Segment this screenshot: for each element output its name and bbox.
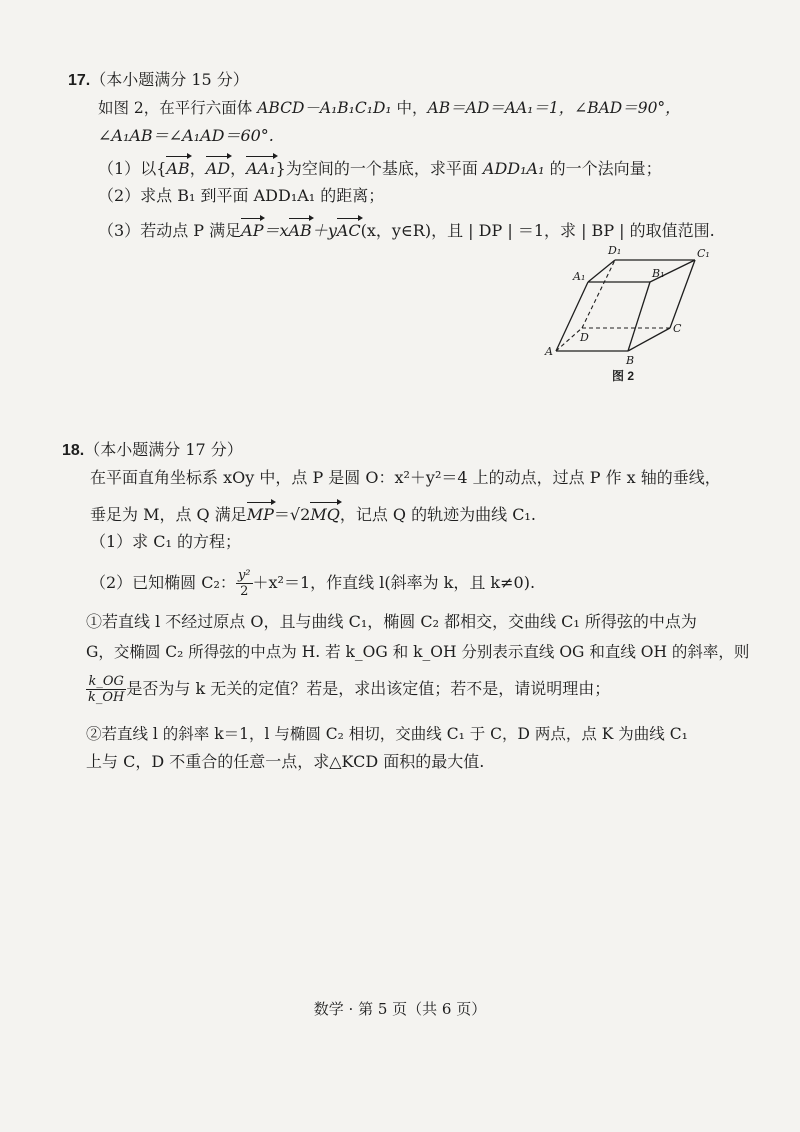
vector-ac: AC [337,216,361,241]
vector-mq: MQ [310,500,340,525]
q18-stem-line2: 垂足为 M，点 Q 满足MP＝√2MQ，记点 Q 的轨迹为曲线 C₁. [90,500,536,525]
label-d: D [580,331,589,344]
label-b1: B₁ [652,267,665,280]
q18-sub1-line1: ①若直线 l 不经过原点 O，且与曲线 C₁，椭圆 C₂ 都相交，交曲线 C₁ 所得弦的中点为 [86,612,697,631]
q17-part2: （2）求点 B₁ 到平面 ADD₁A₁ 的距离； [98,186,385,205]
q18-sub2-line2: 上与 C，D 不重合的任意一点，求△KCD 面积的最大值. [86,752,485,771]
fraction-kog-over-koh: $\frac{k\_OG}{k\_OH}$ [88,674,125,705]
q18-stem-line1: 在平面直角坐标系 xOy 中，点 P 是圆 O：x²＋y²＝4 上的动点，过点 P 作 x 轴的垂线， [90,468,721,487]
vector-aa1: AA₁ [246,154,276,179]
q18-part2: （2）已知椭圆 C₂： $\frac{\text{y²}}{2}$ ＋x²＝1，作直线 l(斜率为 k，且 k≠0). [90,568,536,599]
figure-caption: 图 2 [612,369,635,383]
vector-ab: AB [166,154,189,179]
label-a1: A₁ [573,270,586,283]
vector-ad: AD [206,154,230,179]
vector-ap: AP [241,216,263,241]
q17-score: （本小题满分 15 分） [90,70,249,89]
q18-sub1-line2: G，交椭圆 C₂ 所得弦的中点为 H. 若 k_OG 和 k_OH 分别表示直线 OG 和直线 OH 的斜率，则 [86,643,750,661]
q18-number: 18. [62,442,85,459]
q17-number: 17. [68,72,91,89]
q18-part1: （1）求 C₁ 的方程； [90,532,242,551]
label-c: C [673,322,682,335]
q17-stem-line1: 如图 2，在平行六面体 ABCD－A₁B₁C₁D₁ 中，AB＝AD＝AA₁＝1，∠BAD＝90°， [98,99,681,117]
vector-ab: AB [289,216,312,241]
label-c1: C₁ [697,247,710,260]
q17-stem-line2: ∠A₁AB＝∠A₁AD＝60°. [98,126,274,145]
vector-mp: MP [247,500,274,525]
q18-score: （本小题满分 17 分） [84,440,243,459]
q17-header [68,70,249,91]
page-footer: 数学 · 第 5 页（共 6 页） [313,1000,487,1018]
q18-sub1-line3: $\frac{k\_OG}{k\_OH}$ 是否为与 k 无关的定值？若是，求出该定值；若不是，请说明理由； [88,674,611,705]
label-d1: D₁ [608,244,622,257]
q18-header [62,440,243,461]
q18-sub2-line1: ②若直线 l 的斜率 k＝1，l 与椭圆 C₂ 相切，交曲线 C₁ 于 C，D 两点，点 K 为曲线 C₁ [86,725,688,743]
q17-part3: （3）若动点 P 满足AP＝xAB＋yAC(x，y∈R)，且 | DP | ＝1，求 | BP | 的取值范围. [98,216,715,241]
label-a: A [545,345,553,358]
label-b: B [626,354,635,367]
fraction-y2-over-2: $\frac{\text{y²}}{2}$ [237,568,251,599]
figure-2-parallelepiped [540,240,710,380]
q17-part1: （1）以{AB，AD，AA₁}为空间的一个基底，求平面 ADD₁A₁ 的一个法向量； [98,154,662,179]
